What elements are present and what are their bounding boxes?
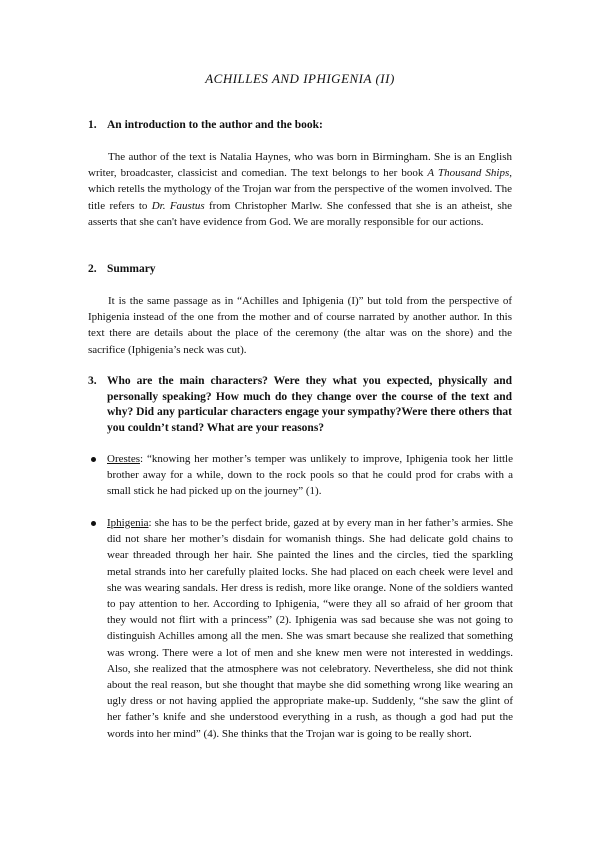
page-title: ACHILLES AND IPHIGENIA (II) — [205, 71, 395, 86]
character-description: : she has to be the perfect bride, gazed at by every man in her father’s armies. She did not share her mother’s disdain for womanish things. She had delicate gold chains to wear threaded through her hair. She painted the lines and the circles, tied the sparkling metal strands into her carefully plaited locks. She had placed on each cheek were level and she was wearing sandals. Her dress is redish, more like orange. None of the soldiers wanted to pay attention to her. According to Iphigenia, “were they all so afraid of her groom that they would not flirt with a princess” (2). Iphigenia was sad because she was not going to distinguish Achilles among all the men. She was smart because she realized that something was wrong. There were a lot of men and she knew men were not interested in weddings. Also, she realized that the atmosphere was not celebratory. Nevertheless, she did not think about the real reason, but she thought that maybe she did something wrong like wearing an ugly dress or not having applied the appropriate make-up. Suddenly, “she saw the glint of her father’s knife and she understood everything in a rush, as though a god had put the words into her mind” (4). She thinks that the Trojan war is going to be really short. — [107, 517, 513, 740]
introduction-paragraph — [88, 149, 512, 230]
bullet-icon — [91, 457, 96, 462]
referenced-work-title: Dr. Faustus — [151, 199, 205, 212]
section-number: 1. — [88, 119, 97, 131]
book-title: A Thousand Ships — [427, 167, 510, 180]
section-heading-characters — [88, 374, 512, 436]
summary-paragraph: It is the same passage as in “Achilles and Iphigenia (I)” but told from the perspective of Iphigenia instead of the one from the mother and of course narrated by another author. In this text there are details about the place of the ceremony (the altar was on the shore) and the sacrifice (Iphigenia’s neck was cut). — [88, 295, 512, 356]
intro-text-part2: , which retells the mythology of the Trojan war from the perspective of the women involved. The title refers to — [88, 167, 512, 212]
bullet-orestes — [107, 451, 513, 500]
bullet-icon — [91, 521, 96, 526]
character-description: : “knowing her mother’s temper was unlikely to improve, Iphigenia took her little brother away for a while, down to the rock pools so that he could prod for crabs with a small stick he had picked up on the journey” (1). — [107, 453, 513, 498]
section-number: 2. — [88, 263, 97, 275]
section-heading-text: Summary — [107, 263, 156, 275]
section-number: 3. — [88, 375, 97, 387]
bullet-iphigenia — [107, 515, 513, 742]
intro-text-part1: The author of the text is Natalia Haynes, who was born in Birmingham. She is an English writer, broadcaster, classicist and comedian. The text belongs to her book — [88, 151, 512, 180]
section-heading-summary — [88, 262, 528, 278]
section-heading-introduction — [88, 118, 528, 134]
character-name: Orestes — [107, 453, 140, 465]
section-heading-text: Who are the main characters? Were they what you expected, physically and personally speaking? How much do they change over the course of the text and why? Did any particular characters engage your sympathy?Were there others that you couldn’t stand? What are your reasons? — [107, 375, 512, 434]
section-heading-text: An introduction to the author and the book: — [107, 119, 323, 131]
character-name: Iphigenia — [107, 517, 149, 529]
intro-text-part3: from Christopher Marlw. She confessed that she is an atheist, she asserts that she can't have evidence from God. We are morally responsible for our actions. — [88, 199, 512, 228]
